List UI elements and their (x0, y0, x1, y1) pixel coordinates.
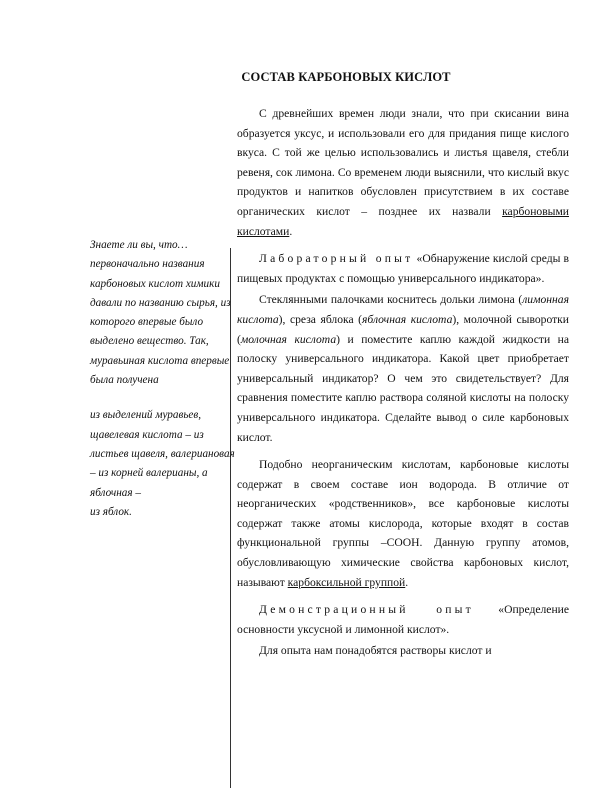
term-carboxylic-acids: карбоновыми кислотами (237, 204, 569, 238)
materials-paragraph: Для опыта нам понадобятся растворы кислот и (259, 644, 492, 658)
procedure-text-3: ), молочной сыворотки ( (237, 312, 570, 346)
intro-text: С древнейших времен люди знали, что при скисании вина образуется уксус, и использовали его для придания пище кислого вкуса. С той же целью использовались и листья щавеля, стебли ревеня, сок лимона. Со временем люди выяснили, что кислый вкус продуктов и напитков обусловлен присутствием в их составе органических кислот – позднее их назвали (237, 107, 569, 218)
citric-acid-term: лимонная кислота (237, 293, 569, 326)
lab-experiment-label: Лабораторный опыт (259, 252, 414, 266)
carboxyl-end: . (405, 575, 409, 589)
did-you-know-sidebar (90, 236, 240, 522)
sidebar-text-part2: из выделений муравьев, щавелевая кислота – из листьев щавеля, валериановая – из корней валерианы, а яблочная – (90, 409, 235, 499)
demo-experiment-label: Демонстрационный опыт (259, 603, 474, 617)
lactic-acid-term: молочная кислота (240, 332, 337, 346)
sidebar-text-part3: из яблок. (90, 505, 132, 518)
procedure-text-4: ) и поместите каплю каждой жидкости на полоску универсального индикатора. Какой цвет приобретает универсальный индикатор? О чем это свидетельствует? Для сравнения поместите каплю раствора соляной кислоты на полоску универсального индикатора. Сделайте вывод о силе карбоновых кислот. (237, 332, 570, 444)
demo-experiment-text: «Определение основности уксусной и лимонной кислот». (237, 603, 569, 636)
procedure-text-1: Стеклянными палочками коснитесь дольки лимона ( (259, 293, 523, 307)
main-text (237, 104, 569, 661)
sidebar-text-part1: Знаете ли вы, что… первоначально названия карбоновых кислот химики давали по названию сырья, из которого впервые было выделено вещество. Так, муравьиная кислота впервые была получена (90, 239, 231, 387)
intro-end: . (289, 224, 293, 238)
lab-experiment-paragraph (237, 249, 569, 288)
carboxyl-text: Подобно неорганическим кислотам, карбоновые кислоты содержат в своем составе ион водорода. В отличие от неорганических «родственников», все карбоновые кислоты содержат также атомы кислорода, которые входят в состав функциональной группы –СООН. Данную группу атомов, обусловливающую химические свойства карбоновых кислот, называют (237, 458, 569, 589)
procedure-text-2: ), среза яблока ( (278, 312, 363, 326)
demo-experiment-paragraph (237, 600, 569, 639)
page-title: СОСТАВ КАРБОНОВЫХ КИСЛОТ (241, 70, 451, 84)
malic-acid-term: яблочная кислота (362, 312, 453, 326)
procedure-paragraph (237, 290, 569, 447)
intro-paragraph (237, 104, 569, 241)
term-carboxyl-group: карбоксильной группой (287, 575, 406, 589)
lab-experiment-text: «Обнаружение кислой среды в пищевых продуктах с помощью универсального индикатора». (237, 252, 569, 285)
carboxyl-paragraph (237, 455, 569, 592)
